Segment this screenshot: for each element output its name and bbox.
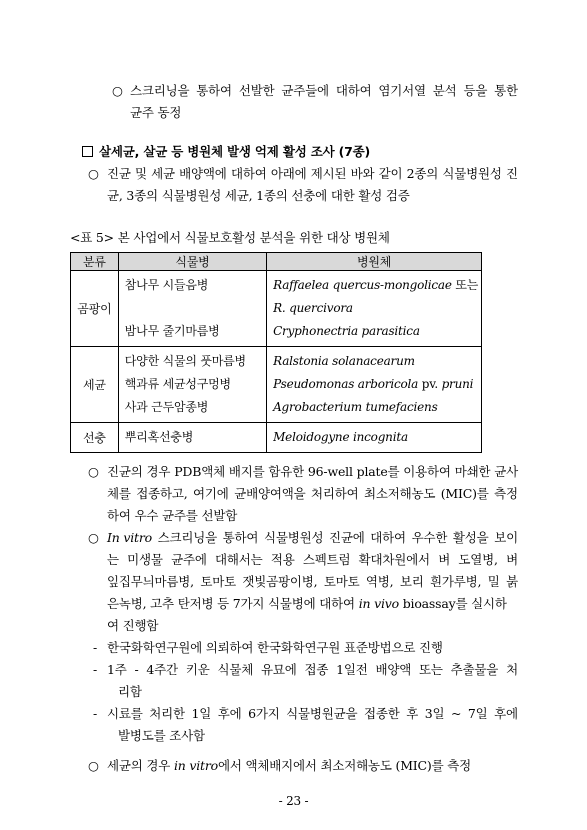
word: 진균의 [107, 464, 143, 479]
word: 또는 [419, 662, 443, 677]
species-name: Ralstonia solanacearum [273, 354, 415, 368]
word: 2종의 [406, 166, 439, 181]
word: 처 [506, 662, 518, 677]
word: 세균 [151, 166, 175, 181]
word: 통한 [494, 83, 518, 98]
word: 균주에 [171, 552, 207, 567]
class-cell: 곰팡이 [71, 271, 119, 347]
word: 측정 [494, 486, 518, 501]
intro-line-1 [130, 83, 518, 99]
word: 적용 [270, 552, 295, 567]
disease-name [125, 297, 266, 320]
section-heading [82, 144, 370, 160]
p1-line-2 [107, 486, 518, 502]
p2-line-2 [107, 552, 518, 568]
word: 식물체 [217, 662, 254, 677]
dash-marker: - [93, 640, 98, 655]
word: 밀 [487, 574, 500, 589]
word: 스크리닝을 [130, 83, 190, 98]
disease-name: 참나무 시들음병 [124, 278, 209, 292]
italic-text: In vitro [107, 530, 152, 545]
dash-marker: - [93, 706, 98, 721]
word: 6가지 [248, 706, 280, 721]
word: 배지를 [228, 464, 265, 479]
disease-name: 다양한 식물의 풋마름병 [124, 354, 246, 368]
text-run: 에서 액체배지에서 최소저해농도 (MIC)를 측정 [217, 758, 471, 773]
word: 4주간 [146, 662, 178, 677]
class-cell: 선충 [71, 423, 119, 453]
word: 스크리닝을 [157, 530, 217, 545]
word: 대해서는 [215, 552, 263, 567]
word: 아래에 [270, 166, 307, 181]
word: 여기에 [193, 486, 229, 501]
word: 선발한 [238, 83, 275, 98]
column-header: 병원체 [267, 253, 482, 271]
section-title: 살세균, 살균 등 병원체 발생 억제 활성 조사 (7종) [99, 144, 371, 159]
word: 대하여 [335, 83, 372, 98]
word: (MIC)를 [440, 486, 489, 501]
word: 바와 [350, 166, 375, 181]
word: 처리하여 [310, 486, 359, 501]
intro-line-2: 균주 동정 [130, 105, 182, 120]
dash-marker: - [93, 662, 98, 677]
pathogen-table [70, 252, 482, 453]
word: 유묘에 [260, 662, 297, 677]
word: 3일 [424, 706, 445, 721]
species-name: Meloidogyne incognita [273, 430, 408, 444]
disease-cell [118, 423, 266, 453]
word: 제시된 [310, 166, 347, 181]
word: 벼 [506, 552, 518, 567]
word: 미생물 [127, 552, 163, 567]
species-name: Pseudomonas arboricola [273, 377, 419, 391]
word: 시료를 [107, 706, 143, 721]
disease-name: 밤나무 줄기마름병 [124, 324, 220, 338]
word: 함유한 [268, 464, 305, 479]
word: 1일 [191, 706, 212, 721]
word: 잿빛곰팡이병, [242, 574, 318, 589]
word: 배양액에 [179, 166, 227, 181]
word: 통하여 [222, 530, 259, 545]
disease-cell [118, 347, 266, 423]
species-name: R. quercivora [273, 301, 353, 315]
pathogen-cell [267, 271, 482, 347]
word: 대하여 [370, 530, 406, 545]
page-number: - 23 - [278, 794, 309, 808]
pathogen-name [273, 297, 481, 320]
word: 는 [107, 552, 119, 567]
p2-line-5: 여 진행함 [107, 618, 159, 633]
p3-line [107, 758, 471, 774]
word: 활성을 [452, 530, 489, 545]
word: 스펙트럼 [302, 552, 351, 567]
pathogen-cell [267, 423, 482, 453]
text-run: 은녹병, 고추 탄저병 등 7가지 식물병에 대하여 [107, 596, 359, 611]
word: 균배양여액을 [234, 486, 306, 501]
word: 잎집무늬마름병, [107, 574, 194, 589]
p2-line-4 [107, 596, 507, 612]
word: 최소저해농도 [363, 486, 436, 501]
dash-line-2b: 리함 [118, 684, 142, 699]
disease-name: 뿌리혹선충병 [124, 430, 194, 444]
checkbox-icon [82, 146, 93, 157]
word: 붉 [506, 574, 518, 589]
word: 식물병원성 [263, 530, 324, 545]
pathogen-cell [267, 347, 482, 423]
word: 접종 [304, 662, 329, 677]
word: 균사 [494, 464, 518, 479]
word: 우수한 [411, 530, 448, 545]
word: 1주 [107, 662, 127, 677]
table-row [71, 347, 482, 423]
pathogen-name [273, 373, 481, 396]
word: 및 [135, 166, 147, 181]
word: 마쇄한 [454, 464, 491, 479]
species-name: Raffaelea quercus-mongolicae [273, 278, 452, 292]
word: 식물병원균을 [286, 706, 358, 721]
species-name: Agrobacterium tumefaciens [273, 400, 438, 414]
p1-line-3: 하여 우수 균주를 선발함 [107, 508, 238, 523]
p2-line-1 [107, 530, 518, 546]
text-run: 세균의 경우 [107, 758, 174, 773]
word: 접종한 [364, 706, 400, 721]
word: 96-well [307, 464, 353, 479]
italic-text: in vitro [173, 758, 218, 773]
p2-line-3 [107, 574, 518, 590]
word: 키운 [185, 662, 210, 677]
word: 추출물을 [450, 662, 499, 677]
word: PDB액체 [174, 464, 225, 479]
word: 1일전 [336, 662, 368, 677]
bullet-marker: ○ [88, 758, 99, 773]
pathogen-name [273, 320, 481, 343]
column-header: 분류 [71, 253, 119, 271]
dash-line-3 [107, 706, 518, 722]
bullet-marker: ○ [88, 166, 99, 181]
species-name: Cryphonectria parasitica [273, 324, 420, 338]
word: 보리 [399, 574, 424, 589]
table-row [71, 423, 482, 453]
word: 이용하여 [403, 464, 451, 479]
disease-name: 핵과류 세균성구멍병 [124, 377, 231, 391]
word: 진 [506, 166, 518, 181]
word: 대하여 [230, 166, 267, 181]
section-line-2: 균, 3종의 식물병원성 세균, 1종의 선충에 대한 활성 검증 [107, 188, 410, 203]
dash-line-3b: 발병도를 조사함 [118, 728, 205, 743]
word: 역병, [365, 574, 394, 589]
word: plate를 [356, 464, 400, 479]
dash-line-2 [107, 662, 518, 678]
column-header: 식물병 [118, 253, 266, 271]
text-run: bioassay를 실시하 [398, 596, 507, 611]
word: 흰가루병, [430, 574, 482, 589]
word: 후에 [217, 706, 242, 721]
class-cell: 세균 [71, 347, 119, 423]
bullet-marker: ○ [88, 530, 99, 545]
word: 등을 [463, 83, 488, 98]
word: 7일 [467, 706, 488, 721]
word: 진균 [107, 166, 131, 181]
pathogen-name [273, 274, 481, 297]
word: 후에 [494, 706, 518, 721]
word: 도열병, [458, 552, 498, 567]
word: 체를 [107, 486, 131, 501]
word: 같이 [378, 166, 403, 181]
word: 배양액 [375, 662, 412, 677]
disease-name: 사과 근두암종병 [124, 400, 209, 414]
word: 염기서열 [378, 83, 426, 98]
bullet-marker: ○ [112, 83, 123, 98]
section-line-1 [107, 166, 518, 182]
dash-line-1: 한국화학연구원에 의뢰하여 한국화학연구원 표준방법으로 진행 [107, 640, 443, 655]
word: 보이 [494, 530, 518, 545]
table-header-row [71, 253, 482, 271]
pathogen-name [273, 396, 481, 419]
word: ~ [450, 706, 462, 721]
italic-text: in vivo [358, 596, 399, 611]
table-caption: <표 5> 본 사업에서 식물보호활성 분석을 위한 대상 병원체 [70, 230, 390, 245]
word: 벼 [438, 552, 451, 567]
word: 균주들에 [281, 83, 329, 98]
word: 진균에 [329, 530, 365, 545]
word: 경우 [146, 464, 171, 479]
pathogen-suffix: pv. [418, 377, 442, 391]
p1-line-1 [107, 464, 518, 480]
table-row [71, 271, 482, 347]
word: 토마토 [200, 574, 236, 589]
word: 분석 [432, 83, 457, 98]
pathogen-name [273, 426, 481, 449]
word: 후 [406, 706, 419, 721]
word: 토마토 [323, 574, 360, 589]
bullet-marker: ○ [88, 464, 99, 479]
word: - [134, 662, 139, 677]
pathovar-name: pruni [441, 377, 474, 391]
word: 통하여 [196, 83, 232, 98]
disease-cell [118, 271, 266, 347]
word: 접종하고, [136, 486, 188, 501]
word: 처리한 [149, 706, 185, 721]
word: 식물병원성 [442, 166, 502, 181]
word: 확대차원에서 [358, 552, 430, 567]
pathogen-suffix: 또는 [451, 278, 479, 292]
pathogen-name [273, 350, 481, 373]
